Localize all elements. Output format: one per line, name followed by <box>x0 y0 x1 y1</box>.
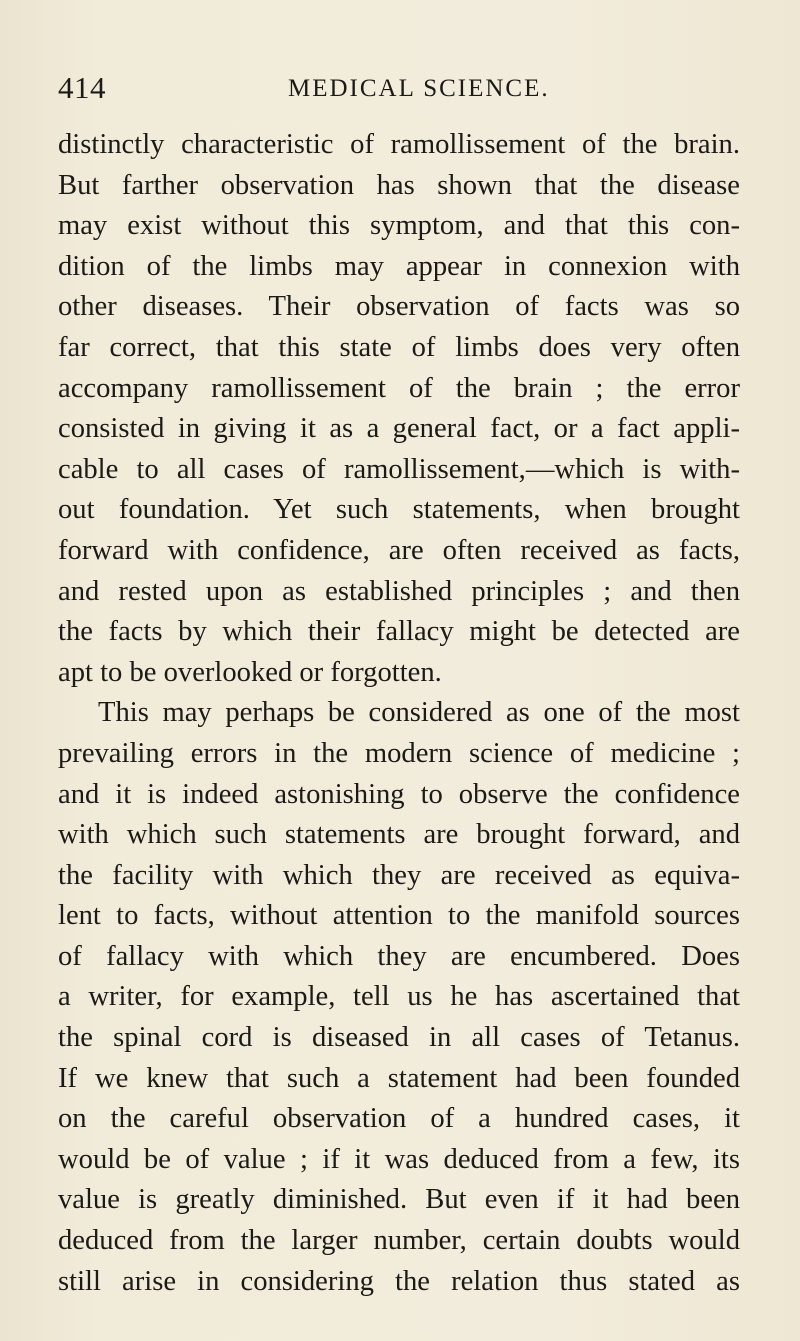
text-line: forward with confidence, are often received as facts, <box>58 534 740 566</box>
text-line: far correct, that this state of limbs does very often <box>58 331 740 363</box>
text-line: the facility with which they are received as equiva- <box>58 859 740 891</box>
text-line: the facts by which their fallacy might be detected are <box>58 616 740 648</box>
text-line: But farther observation has shown that the disease <box>58 169 740 201</box>
text-line: still arise in considering the relation thus stated as <box>58 1265 740 1297</box>
text-line: of fallacy with which they are encumbered. Does <box>58 940 740 972</box>
text-line: may exist without this symptom, and that this con- <box>58 210 740 242</box>
text-line: distinctly characteristic of ramollissement of the brain. <box>58 129 740 160</box>
text-line: deduced from the larger number, certain doubts would <box>58 1225 740 1257</box>
text-line: This may perhaps be considered as one of the most <box>98 697 740 729</box>
text-line: dition of the limbs may appear in connexion with <box>58 250 740 282</box>
running-title: MEDICAL SCIENCE. <box>288 75 550 102</box>
body-text <box>58 125 740 1302</box>
text-line: If we knew that such a statement had been founded <box>58 1062 740 1094</box>
text-line: a writer, for example, tell us he has ascertained that <box>58 981 740 1013</box>
text-line: out foundation. Yet such statements, when brought <box>58 494 740 526</box>
text-line: with which such statements are brought forward, and <box>58 819 740 851</box>
text-line: apt to be overlooked or forgotten. <box>58 656 442 688</box>
text-line: on the careful observation of a hundred cases, it <box>58 1103 740 1135</box>
text-line: the spinal cord is diseased in all cases of Tetanus. <box>58 1022 740 1054</box>
text-line: and rested upon as established principles ; and then <box>58 575 740 607</box>
text-line: cable to all cases of ramollissement,—which is with- <box>58 453 740 485</box>
text-line: other diseases. Their observation of facts was so <box>58 291 740 323</box>
text-line: accompany ramollissement of the brain ; the error <box>58 372 740 404</box>
text-line: lent to facts, without attention to the manifold sources <box>58 900 740 932</box>
running-head <box>58 70 748 110</box>
text-line: value is greatly diminished. But even if it had been <box>58 1184 740 1216</box>
page-number: 414 <box>58 70 106 105</box>
text-line: and it is indeed astonishing to observe the confidence <box>58 778 740 810</box>
text-line: prevailing errors in the modern science of medicine ; <box>58 737 740 769</box>
text-line: would be of value ; if it was deduced from a few, its <box>58 1143 740 1175</box>
text-line: consisted in giving it as a general fact, or a fact appli- <box>58 413 740 445</box>
